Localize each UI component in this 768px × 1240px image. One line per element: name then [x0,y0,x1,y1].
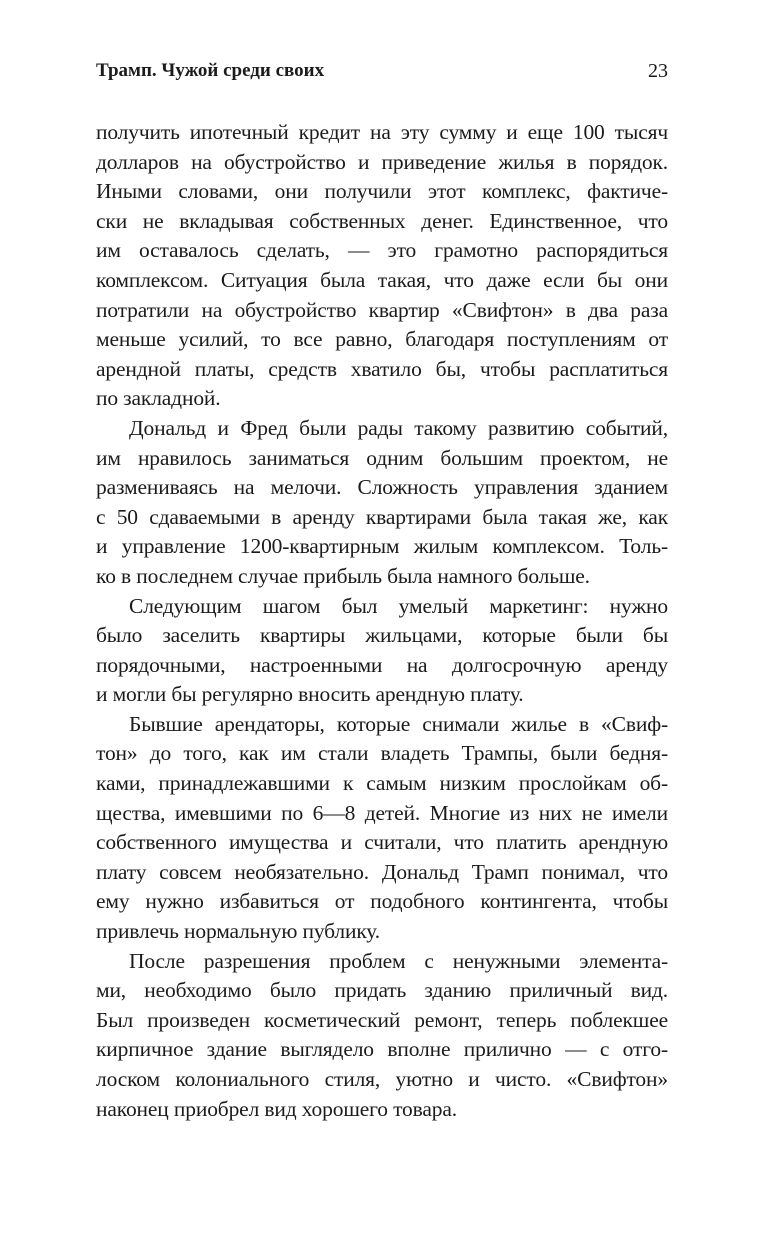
text-line: по закладной. [96,386,221,411]
text-line: После разрешения проблем с ненужными элемента- [129,948,668,973]
text-line: наконец приобрел вид хорошего товара. [96,1096,457,1121]
text-line: комплексом. Ситуация была такая, что даже если бы они [96,267,668,292]
text-line: кирпичное здание выглядело вполне прилично — с отго- [96,1037,668,1062]
text-line: ски не вкладывая собственных денег. Единственное, что [96,208,668,233]
text-line: меньше усилий, то все равно, благодаря поступлениям от [96,327,668,352]
paragraph-2 [96,414,668,592]
text-line: им оставалось сделать, — это грамотно распорядиться [96,238,668,263]
text-line: долларов на обустройство и приведение жилья в порядок. [96,149,668,174]
text-line: размениваясь на мелочи. Сложность управления зданием [96,475,668,500]
text-line: Иными словами, они получили этот комплекс, фактиче- [96,179,668,204]
text-line: порядочными, настроенными на долгосрочную аренду [96,652,668,677]
running-title: Трамп. Чужой среди своих [96,60,325,81]
text-line: ками, принадлежавшими к самым низким прослойкам об- [96,771,668,796]
body-text [96,118,668,1124]
text-line: Дональд и Фред были рады такому развитию событий, [129,415,668,440]
paragraph-4 [96,710,668,947]
text-line: привлечь нормальную публику. [96,919,380,944]
text-line: и управление 1200-квартирным жилым комплексом. Толь- [96,534,668,559]
text-line: им нравилось заниматься одним большим проектом, не [96,445,668,470]
text-line: Следующим шагом был умелый маркетинг: нужно [129,593,668,618]
text-line: тон» до того, как им стали владеть Трампы, были бедня- [96,741,668,766]
text-line: с 50 сдаваемыми в аренду квартирами была такая же, как [96,504,668,529]
text-line: потратили на обустройство квартир «Свифтон» в два раза [96,297,668,322]
text-line: было заселить квартиры жильцами, которые были бы [96,623,668,648]
running-header [96,58,668,86]
text-line: ему нужно избавиться от подобного контингента, чтобы [96,889,668,914]
text-line: ми, необходимо было придать зданию приличный вид. [96,978,668,1003]
paragraph-1 [96,118,668,414]
paragraph-3 [96,592,668,710]
text-line: щества, имевшими по 6—8 детей. Многие из них не имели [96,800,668,825]
text-line: получить ипотечный кредит на эту сумму и еще 100 тысяч [96,120,668,144]
text-line: лоском колониального стиля, уютно и чисто. «Свифтон» [96,1067,668,1091]
page-number: 23 [648,60,668,82]
paragraph-5 [96,947,668,1125]
text-line: плату совсем необязательно. Дональд Трамп понимал, что [96,859,668,884]
text-line: собственного имущества и считали, что платить арендную [96,830,668,855]
text-line: арендной платы, средств хватило бы, чтобы расплатиться [96,356,668,381]
text-line: ко в последнем случае прибыль была намного больше. [96,563,590,588]
text-line: Бывшие арендаторы, которые снимали жилье в «Свиф- [129,711,668,736]
text-line: и могли бы регулярно вносить арендную плату. [96,682,524,707]
text-line: Был произведен косметический ремонт, теперь поблекшее [96,1007,668,1032]
